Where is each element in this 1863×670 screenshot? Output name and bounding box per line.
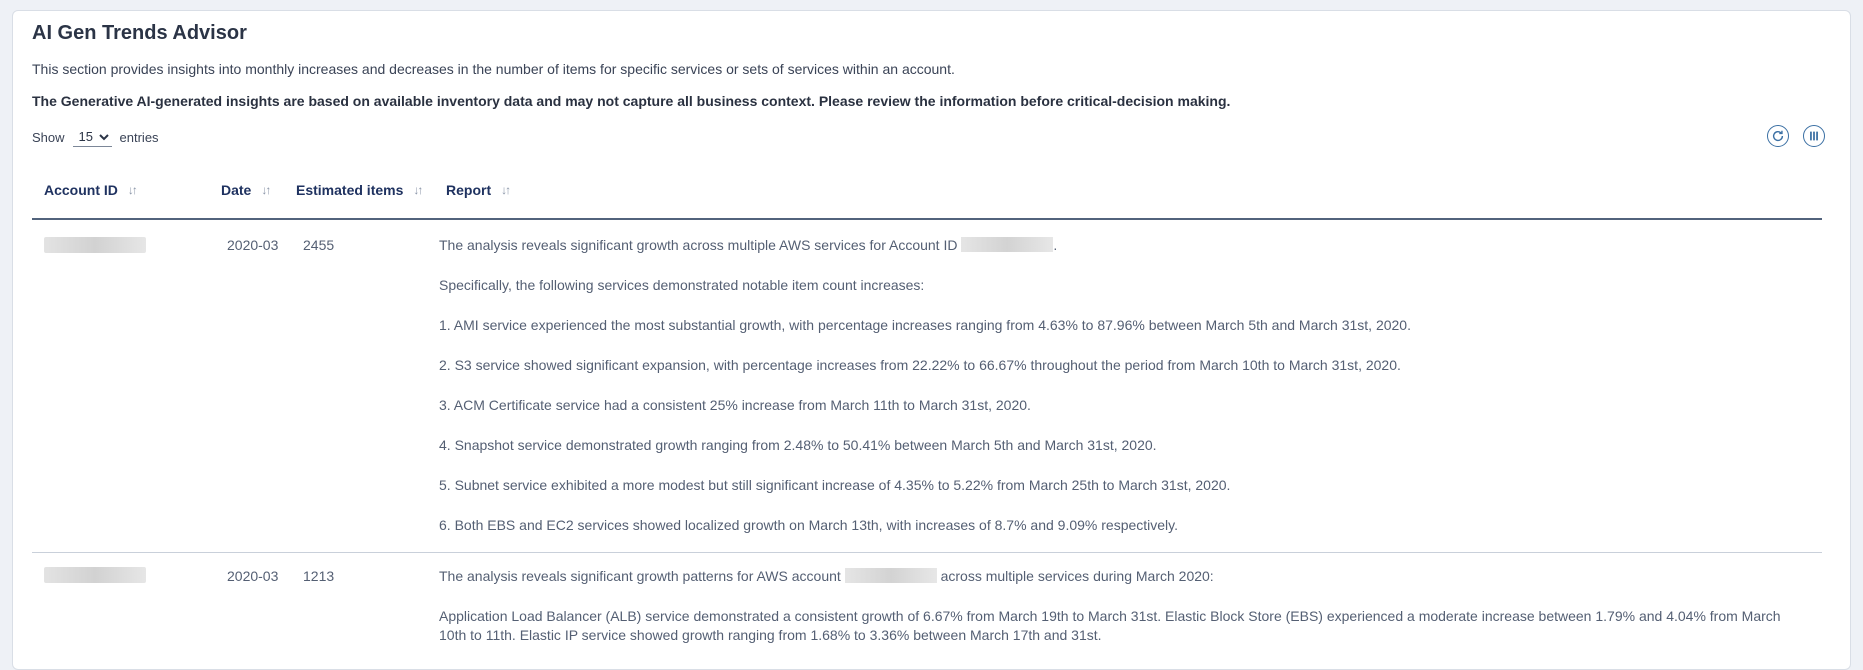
table-cell-date: 2020-03	[227, 237, 279, 253]
table-header-divider	[32, 218, 1822, 220]
report-paragraph: 6. Both EBS and EC2 services showed localized growth on March 13th, with increases of 8.7% and 9.09% respectively.	[439, 517, 1179, 533]
show-label: Show	[32, 129, 65, 145]
column-visibility-button[interactable]	[1803, 125, 1825, 147]
ai-disclaimer: The Generative AI-generated insights are based on available inventory data and may not capture all business context. Please review the information before critical-decision making.	[32, 93, 1231, 109]
refresh-button[interactable]	[1767, 125, 1789, 147]
columns-icon	[1807, 129, 1821, 143]
report-intro: The analysis reveals significant growth across multiple AWS services for Account ID .	[439, 237, 1058, 253]
redacted-account-id	[44, 237, 146, 253]
report-paragraph: Application Load Balancer (ALB) service demonstrated a consistent growth of 6.67% from March 19th to March 31st. Elastic Block Store (EBS) experienced a moderate increase between 1.79% and 4.04% from March 10th to 11th. Elastic IP service showed growth ranging from 1.68% to 3.36% between March 17th and 31st.	[439, 608, 1781, 643]
table-cell-report	[439, 236, 1809, 535]
entries-label: entries	[119, 129, 159, 145]
table-row-divider	[32, 552, 1822, 553]
report-intro: The analysis reveals significant growth patterns for AWS account across multiple services during March 2020:	[439, 568, 1214, 584]
table-cell-items: 2455	[303, 237, 335, 253]
entries-length-control	[32, 127, 159, 147]
table-cell-report	[439, 567, 1809, 645]
sort-icon: ↓↑	[127, 183, 136, 197]
report-paragraph: 1. AMI service experienced the most substantial growth, with percentage increases ranging from 4.63% to 87.96% between March 5th and March 31st, 2020.	[439, 317, 1411, 333]
section-description: This section provides insights into monthly increases and decreases in the number of items for specific services or sets of services within an account.	[32, 61, 955, 77]
report-paragraph: 4. Snapshot service demonstrated growth ranging from 2.48% to 50.41% between March 5th and March 31st, 2020.	[439, 437, 1157, 453]
sort-icon: ↓↑	[413, 183, 422, 197]
redacted-account-id	[845, 568, 937, 583]
entries-select[interactable]	[73, 127, 112, 147]
redacted-account-id	[961, 237, 1053, 252]
report-paragraph: 3. ACM Certificate service had a consistent 25% increase from March 11th to March 31st, 2020.	[439, 397, 1031, 413]
table-cell-items: 1213	[303, 568, 335, 584]
report-paragraph: 5. Subnet service exhibited a more modest but still significant increase of 4.35% to 5.22% from March 25th to March 31st, 2020.	[439, 477, 1231, 493]
page-title: AI Gen Trends Advisor	[32, 22, 247, 44]
column-header-estimated-items[interactable]: Estimated items ↓↑	[296, 182, 422, 198]
sort-icon: ↓↑	[261, 183, 270, 197]
refresh-icon	[1771, 129, 1785, 143]
column-header-date[interactable]: Date ↓↑	[221, 182, 270, 198]
column-header-report[interactable]: Report ↓↑	[446, 182, 510, 198]
sort-icon: ↓↑	[501, 183, 510, 197]
table-cell-date: 2020-03	[227, 568, 279, 584]
column-header-account-id[interactable]: Account ID ↓↑	[44, 182, 136, 198]
report-paragraph: 2. S3 service showed significant expansion, with percentage increases from 22.22% to 66.67% throughout the period from March 10th to March 31st, 2020.	[439, 357, 1401, 373]
redacted-account-id	[44, 567, 146, 583]
report-paragraph: Specifically, the following services demonstrated notable item count increases:	[439, 277, 925, 293]
